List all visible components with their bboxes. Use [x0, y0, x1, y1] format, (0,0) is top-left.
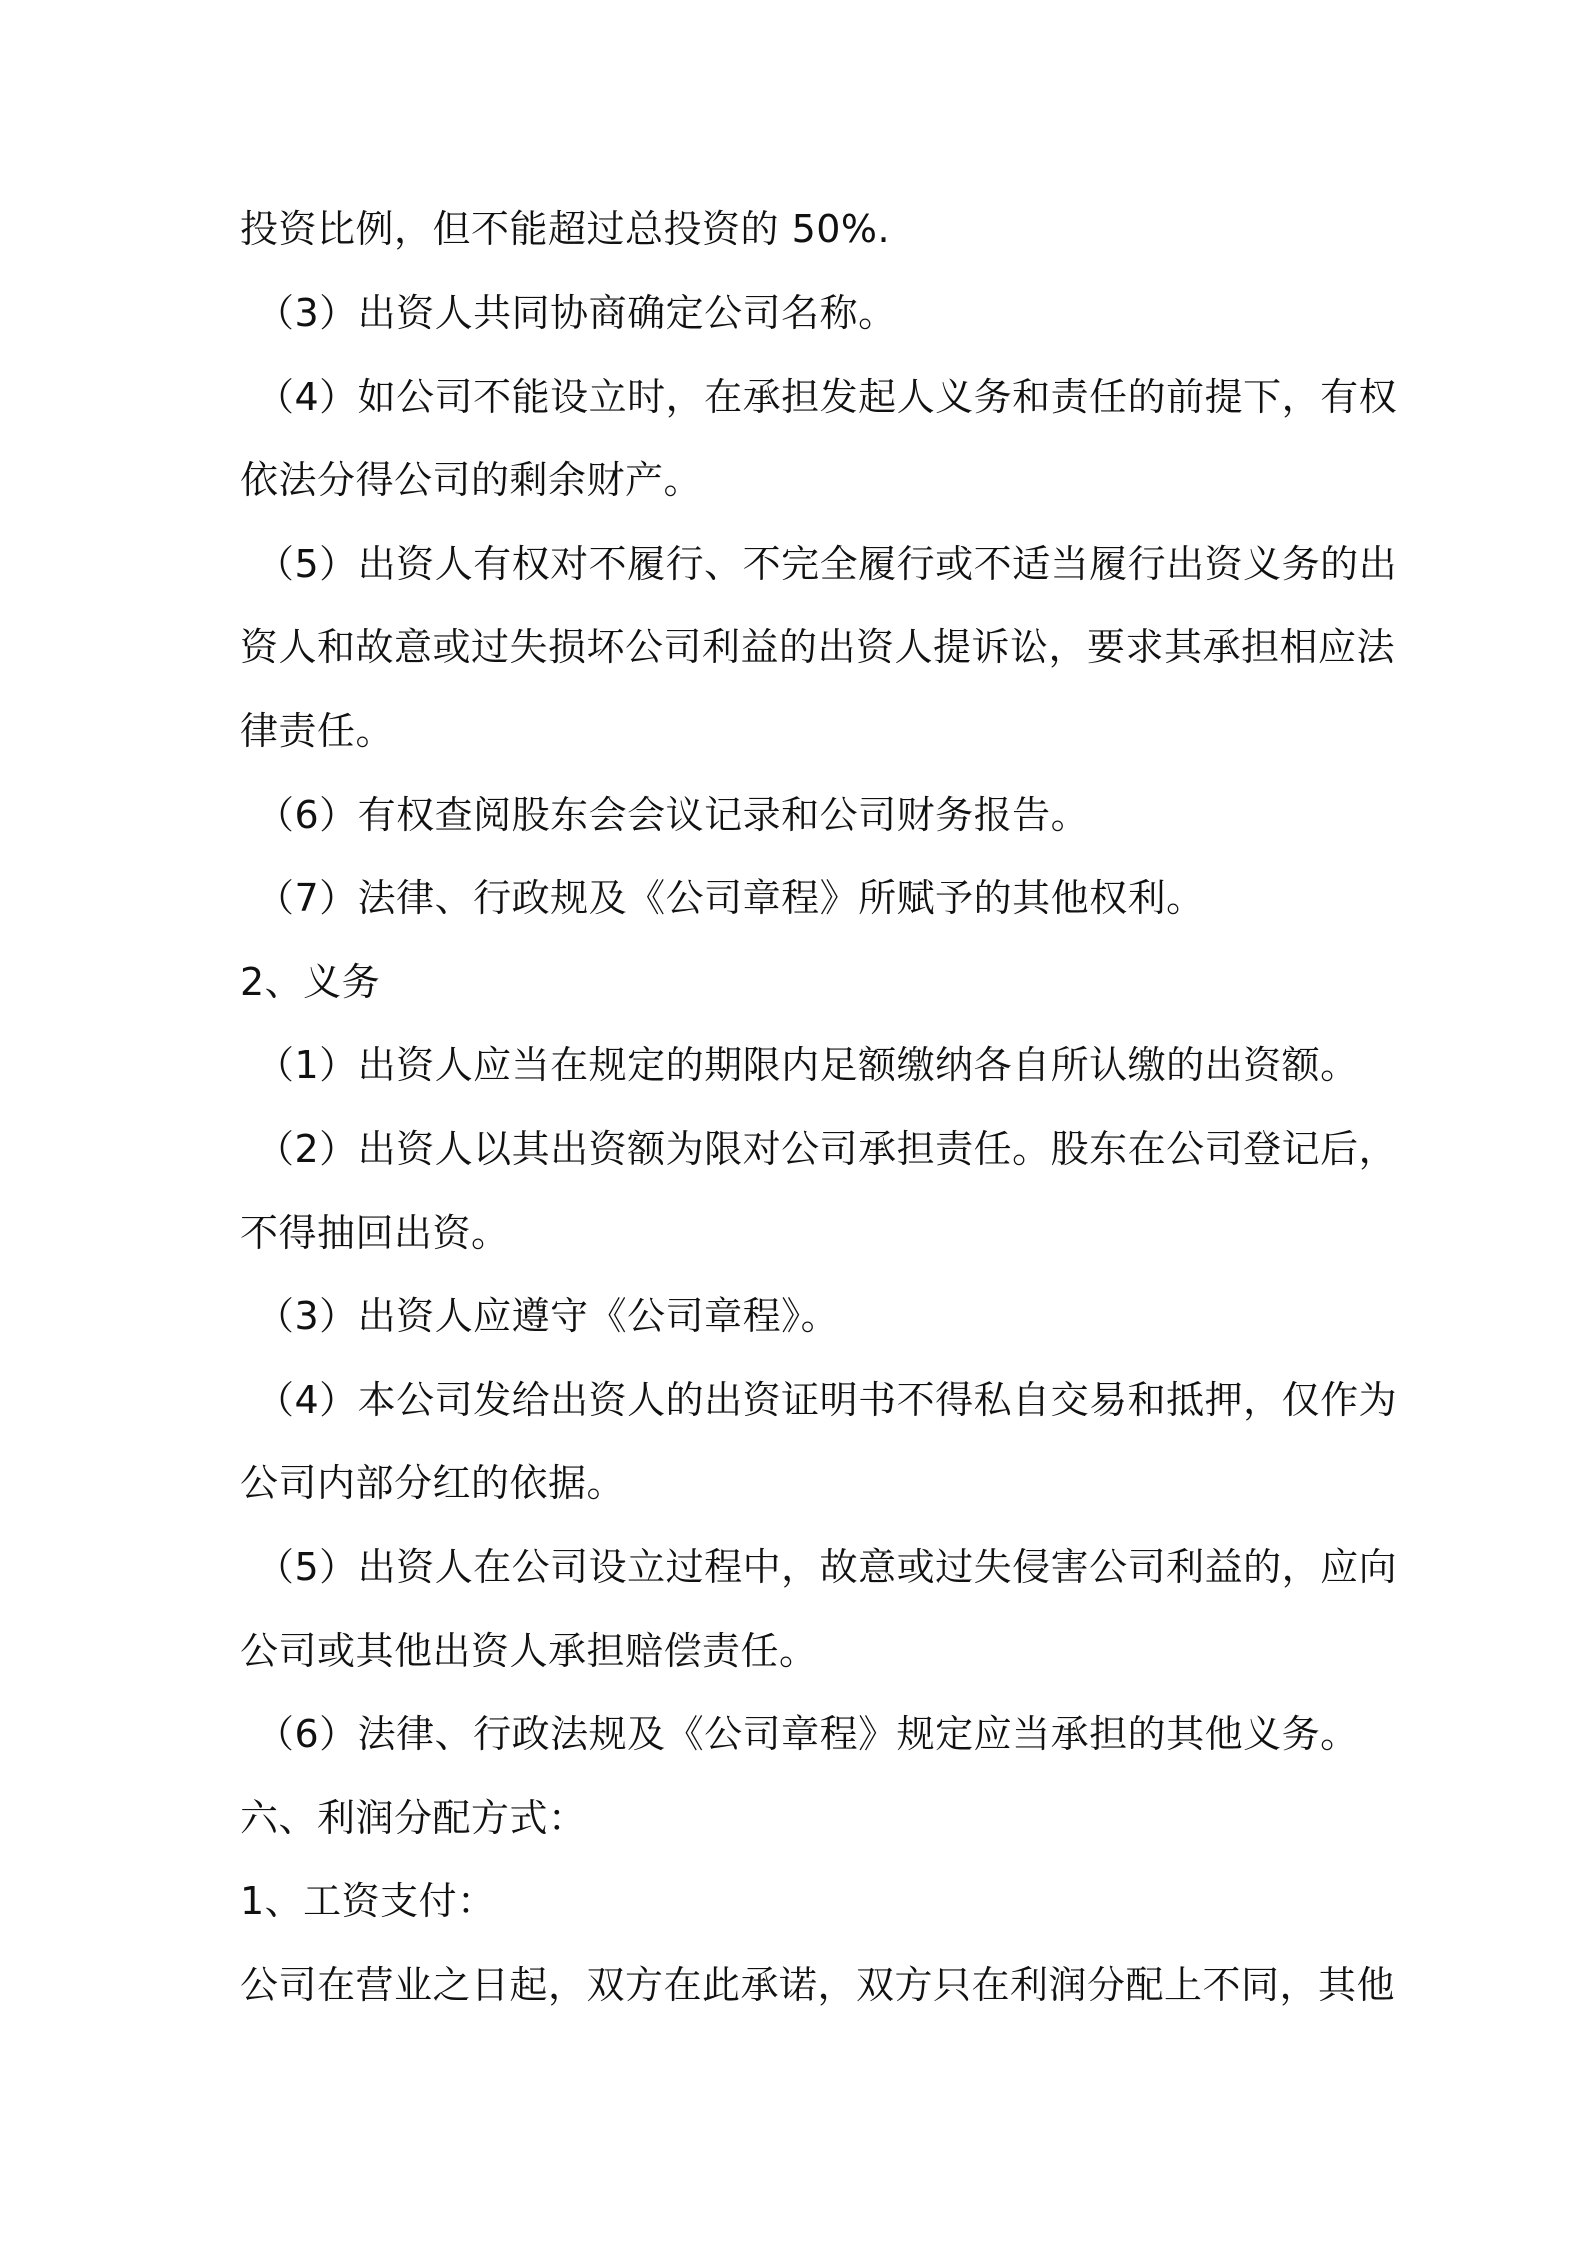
- section-heading: 2、义务: [240, 960, 381, 1004]
- text-line: 投资比例，但不能超过总投资的 50%.: [240, 207, 891, 251]
- text-line: （3）出资人应遵守《公司章程》。: [256, 1294, 840, 1338]
- text-line: （6）法律、行政法规及《公司章程》规定应当承担的其他义务。: [256, 1712, 1359, 1756]
- text-line: （5）出资人有权对不履行、不完全履行或不适当履行出资义务的出: [256, 542, 1398, 586]
- subsection-heading: 1、工资支付：: [240, 1879, 496, 1923]
- text-line: （4）如公司不能设立时，在承担发起人义务和责任的前提下，有权: [256, 375, 1398, 419]
- text-line: 公司或其他出资人承担赔偿责任。: [240, 1629, 818, 1673]
- text-line: （4）本公司发给出资人的出资证明书不得私自交易和抵押，仅作为: [256, 1378, 1398, 1422]
- text-line: （5）出资人在公司设立过程中，故意或过失侵害公司利益的，应向: [256, 1545, 1398, 1589]
- text-line: （2）出资人以其出资额为限对公司承担责任。股东在公司登记后，: [256, 1127, 1398, 1171]
- text-line: （1）出资人应当在规定的期限内足额缴纳各自所认缴的出资额。: [256, 1043, 1359, 1087]
- text-line: 不得抽回出资。: [240, 1211, 510, 1255]
- text-line: （3）出资人共同协商确定公司名称。: [256, 291, 897, 335]
- section-heading: 六、利润分配方式：: [240, 1796, 587, 1840]
- text-line: 公司在营业之日起，双方在此承诺，双方只在利润分配上不同，其他: [240, 1963, 1396, 2007]
- text-line: 资人和故意或过失损坏公司利益的出资人提诉讼，要求其承担相应法: [240, 625, 1396, 669]
- text-line: （7）法律、行政规及《公司章程》所赋予的其他权利。: [256, 876, 1205, 920]
- text-line: （6）有权查阅股东会会议记录和公司财务报告。: [256, 793, 1090, 837]
- text-line: 律责任。: [240, 709, 395, 753]
- text-line: 依法分得公司的剩余财产。: [240, 458, 703, 502]
- text-line: 公司内部分红的依据。: [240, 1461, 626, 1505]
